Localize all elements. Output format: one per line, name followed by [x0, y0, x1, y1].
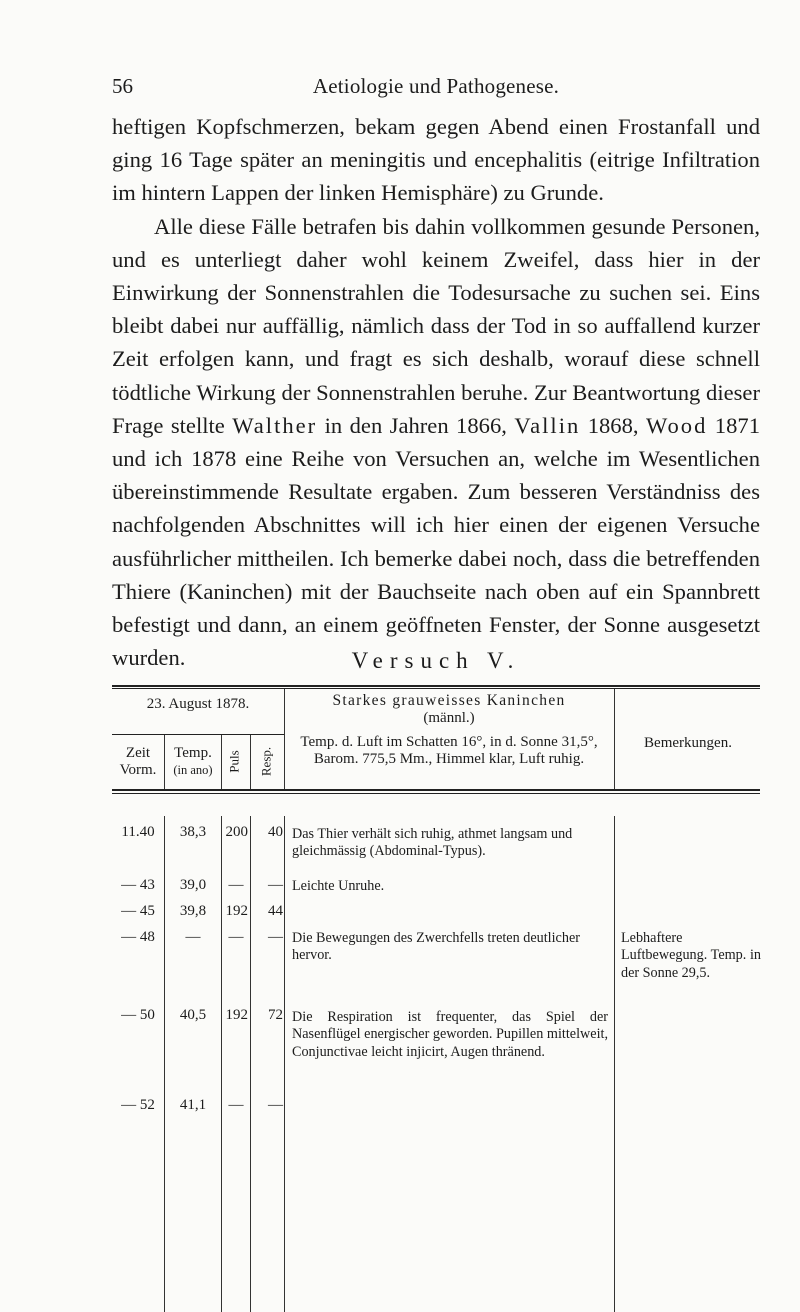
row-5-time: — 50: [121, 1007, 155, 1023]
vrule-header-main: [284, 689, 285, 789]
row-2-time: — 43: [121, 877, 155, 893]
paragraph-2-part-d: 1871 und ich 1878 eine Reihe von Versuchen an, welche im Wesentlichen übereinstimmende Resultate ergaben. Zum besseren Verständniss des nachfolgenden Abschnittes will ich hier einen der eigenen Versuche ausführlicher mittheilen. Ich bemerke dabei noch, dass die betreffenden Thiere (Kaninchen) mit der Bauchseite nach oben auf ein Spannbrett befestigt und dann, an einem geöffneten Fenster, der Sonne ausgesetzt wurden.: [112, 412, 760, 671]
col-temp-label-2: (in ano): [173, 763, 213, 777]
vrule-body-remarks: [614, 816, 615, 1312]
row-6-resp: —: [268, 1097, 283, 1113]
subject-title: Starkes grauweisses Kaninchen: [332, 692, 566, 709]
row-3-time: — 45: [121, 903, 155, 919]
row-4-remark: Lebhaftere Luftbewegung. Temp. in der Sonne 29,5.: [621, 930, 761, 981]
col-temp-header: [165, 745, 221, 779]
row-4-resp: —: [268, 929, 283, 945]
table-top-rule-thin: [112, 688, 760, 689]
name-vallin: Vallin: [514, 412, 581, 438]
row-3-temp: 39,8: [179, 903, 207, 919]
date-divider-rule: [112, 734, 284, 735]
vrule-header-puls: [250, 735, 251, 789]
row-1-temp: 38,3: [179, 824, 207, 840]
header-bottom-rule-thin: [112, 793, 760, 794]
row-1-observation: Das Thier verhält sich ruhig, athmet langsam und gleichmässig (Abdominal-Typus).: [292, 826, 573, 860]
running-title: Aetiologie und Pathogenese.: [312, 74, 560, 98]
row-5-temp: 40,5: [179, 1007, 207, 1023]
row-1-time: 11.40: [121, 824, 155, 840]
paragraph-2-part-c: 1868,: [580, 412, 646, 438]
paragraph-2-part-a: Alle diese Fälle betrafen bis dahin vollkommen gesunde Personen, und es unterliegt daher wohl keinem Zweifel, dass hier in der Einwirkung der Sonnenstrahlen die Todesursache zu suchen sei. Eins bleibt dabei nur auffällig, nämlich dass der Tod in so auffallend kurzer Zeit erfolgen kann, und fragt es sich deshalb, worauf diese schnell tödtliche Wirkung der Sonnenstrahlen beruhe. Zur Beantwortung dieser Frage stellte: [112, 213, 760, 438]
conditions: Temp. d. Luft im Schatten 16°, in d. Sonne 31,5°, Barom. 775,5 Mm., Himmel klar, Luft ruhig.: [300, 734, 598, 767]
header-bottom-rule: [112, 789, 760, 791]
name-walther: Walther: [232, 412, 318, 438]
row-1-resp: 40: [268, 824, 283, 840]
row-4-time: — 48: [121, 929, 155, 945]
row-6-time: — 52: [121, 1097, 155, 1113]
row-4-puls: —: [228, 929, 244, 945]
row-2-puls: —: [228, 877, 244, 893]
col-time-header: [112, 745, 164, 779]
row-6-puls: —: [228, 1097, 244, 1113]
row-4-observation: Die Bewegungen des Zwerchfells treten deutlicher hervor.: [292, 930, 580, 964]
row-2-temp: 39,0: [179, 877, 207, 893]
vrule-header-remarks: [614, 689, 615, 789]
paragraph-1: heftigen Kopfschmerzen, bekam gegen Abend einen Frostanfall und ging 16 Tage später an meningitis und encephalitis (eitrige Infiltration im hintern Lappen der linken Hemisphäre) zu Grunde.: [112, 114, 760, 206]
page-number: 56: [112, 74, 133, 98]
row-2-resp: —: [268, 877, 283, 893]
col-time-label-1: Zeit: [125, 745, 151, 761]
vrule-body-resp: [284, 816, 285, 1312]
table-top-rule: [112, 685, 760, 687]
subject-subtitle: (männl.): [423, 710, 475, 726]
row-5-observation: Die Respiration ist frequenter, das Spiel der Nasenflügel energischer geworden. Pupillen mittelweit, Conjunctivae leicht injicirt, Augen thränend.: [292, 1009, 608, 1060]
vrule-header-temp: [221, 735, 222, 789]
col-resp-header: Resp.: [258, 746, 274, 777]
section-title: Versuch V.: [351, 648, 521, 673]
row-3-puls: 192: [225, 903, 248, 919]
col-puls-header: Puls: [226, 750, 242, 773]
row-5-resp: 72: [268, 1007, 283, 1023]
col-remarks-header: Bemerkungen.: [644, 735, 732, 751]
col-temp-label-1: Temp.: [174, 745, 212, 761]
table-date: 23. August 1878.: [146, 696, 250, 712]
name-wood: Wood: [645, 412, 708, 438]
row-1-puls: 200: [225, 824, 248, 840]
row-2-observation: Leichte Unruhe.: [292, 878, 385, 894]
paragraph-2-part-b: in den Jahren 1866,: [317, 412, 515, 438]
row-6-temp: 41,1: [179, 1097, 207, 1113]
row-5-puls: 192: [225, 1007, 248, 1023]
row-3-resp: 44: [268, 903, 283, 919]
col-time-label-2: Vorm.: [119, 762, 157, 778]
row-4-temp: —: [185, 929, 201, 945]
